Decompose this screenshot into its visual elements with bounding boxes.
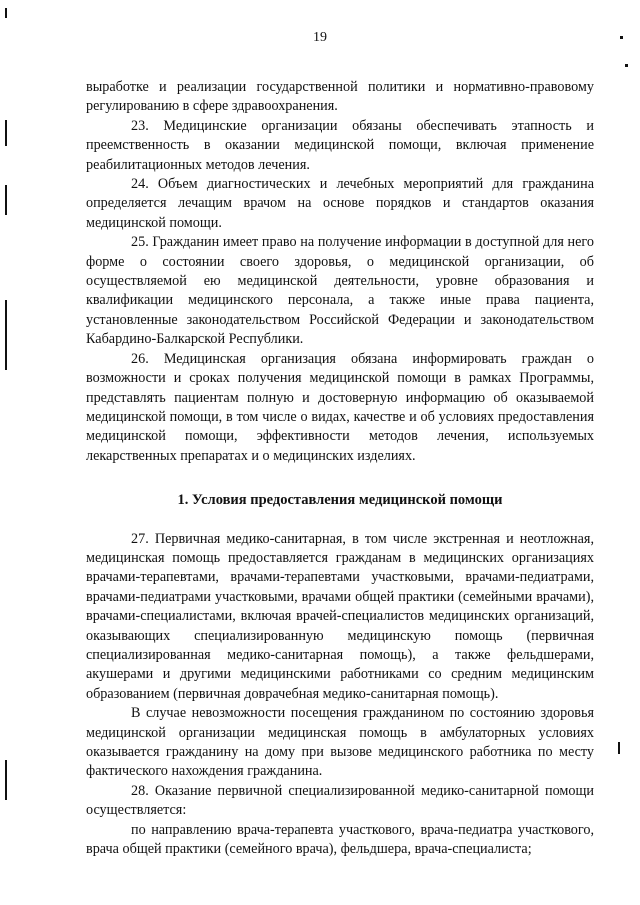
- paragraph-28: 28. Оказание первичной специализированной медико-санитарной помощи осуществляется:: [86, 782, 594, 819]
- document-body: [86, 78, 594, 859]
- paragraph-24: 24. Объем диагностических и лечебных мероприятий для гражданина определяется лечащим врачом на основе порядков и стандартов оказания медицинской помощи.: [86, 176, 594, 231]
- scan-mark-left-2: [5, 120, 7, 146]
- scan-mark-left-5: [5, 760, 7, 800]
- page-number: 19: [313, 30, 327, 45]
- paragraph-26: 26. Медицинская организация обязана информировать граждан о возможности и сроках получения медицинской помощи в рамках Программы, представлять пациентам полную и достоверную информацию об оказываемой медицинской помощи, в том числе о видах, качестве и об условиях предоставления медицинской помощи, эффективности методов лечения, используемых лекарственных препаратах и о медицинских изделиях.: [86, 350, 594, 464]
- section-heading: 1. Условия предоставления медицинской помощи: [177, 492, 503, 509]
- scan-mark-right-1: [620, 36, 623, 39]
- scan-mark-left-1: [5, 8, 7, 18]
- paragraph-continuation: выработке и реализации государственной политики и нормативно-правовому регулированию в сфере здравоохранения.: [86, 79, 594, 115]
- scan-mark-right-3: [618, 742, 620, 754]
- scan-mark-left-3: [5, 185, 7, 215]
- paragraph-27: 27. Первичная медико-санитарная, в том числе экстренная и неотложная, медицинская помощь предоставляется гражданам в медицинских организациях врачами-терапевтами, врачами-терапевтами участковыми, врачами-педиатрами, врачами-педиатрами участковыми, врачами общей практики (семейными врачами), врачами-специалистами, включая врачей-специалистов медицинских организаций, оказывающих специализированную медицинскую помощь (первичная специализированная медико-санитарная помощь), а также фельдшерами, акушерами и другими медицинскими работниками со средним медицинским образованием (первичная доврачебная медико-санитарная помощь).: [86, 530, 594, 702]
- scan-mark-right-2: [625, 64, 628, 67]
- paragraph-23: 23. Медицинские организации обязаны обеспечивать этапность и преемственность в оказании медицинской помощи, включая применение реабилитационных методов лечения.: [86, 117, 594, 173]
- paragraph-home-care: В случае невозможности посещения гражданином по состоянию здоровья медицинской организации медицинская помощь в амбулаторных условиях оказывается гражданину на дому при вызове медицинского работника по месту фактического нахождения гражданина.: [86, 705, 594, 780]
- scan-mark-left-4: [5, 300, 7, 370]
- paragraph-28-referral: по направлению врача-терапевта участкового, врача-педиатра участкового, врача общей практики (семейного врача), фельдшера, врача-специалиста;: [86, 821, 594, 858]
- paragraph-25: 25. Гражданин имеет право на получение информации в доступной для него форме о состоянии своего здоровья, о медицинской организации, об осуществляемой ею медицинской деятельности, уровне образования и квалификации медицинского персонала, а также иные права пациента, установленные законодательством Российской Федерации и законодательством Кабардино-Балкарской Республики.: [86, 234, 594, 348]
